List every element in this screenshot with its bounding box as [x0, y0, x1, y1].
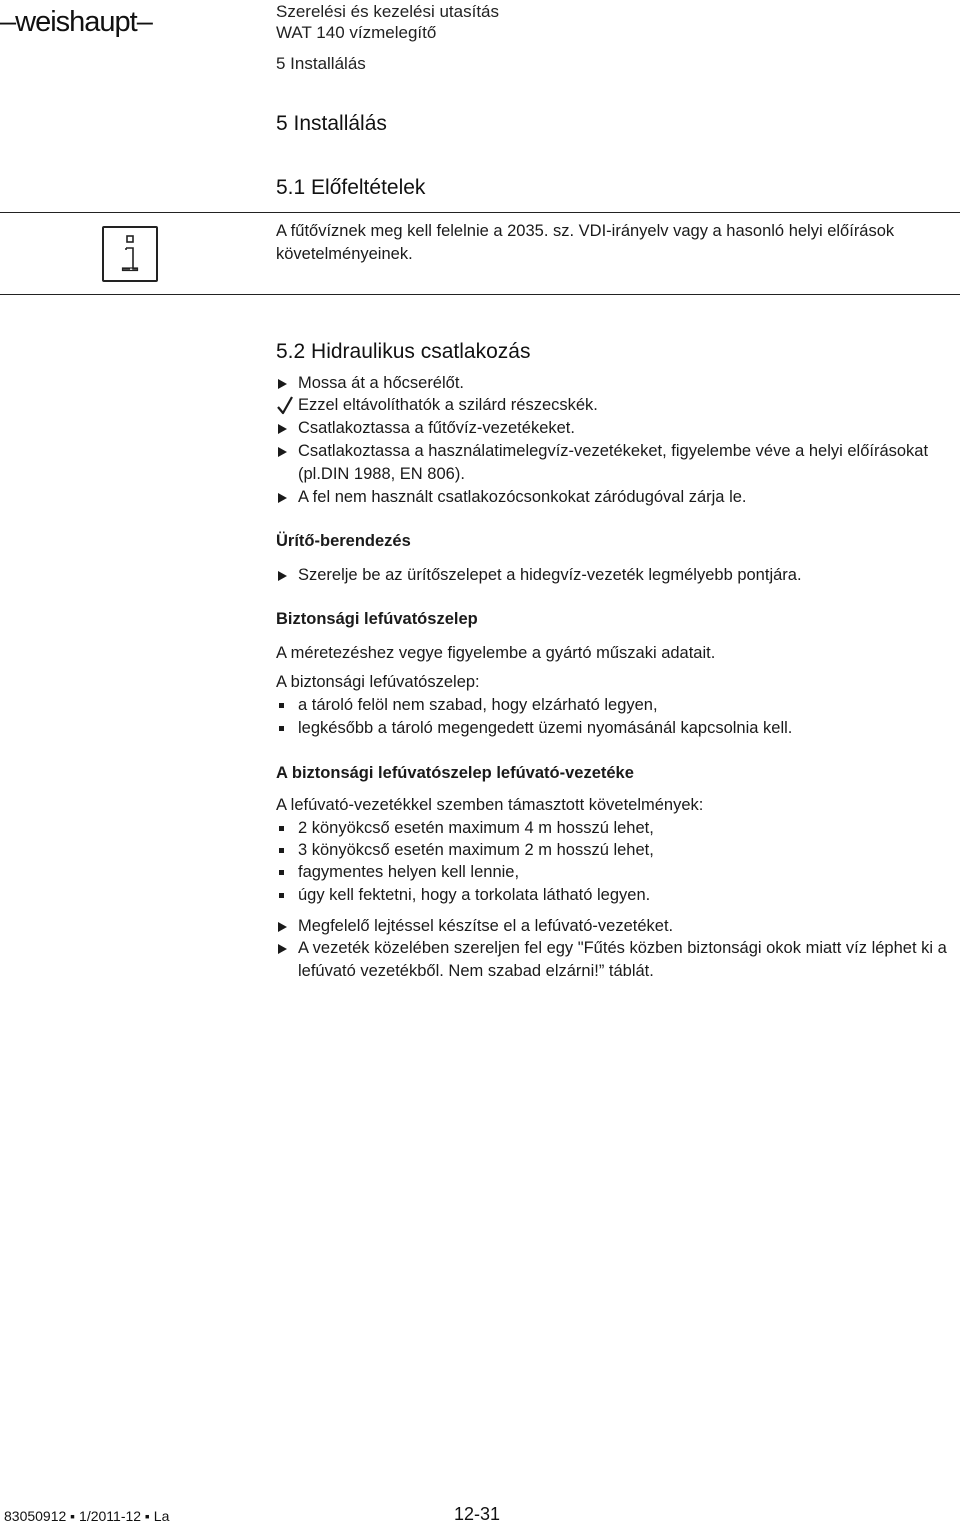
document-subtitle: WAT 140 vízmelegítő: [276, 23, 437, 42]
subheading-safety-valve: Biztonsági lefúvatószelep: [276, 610, 478, 628]
list-item: Csatlakoztassa a használatimelegvíz-vezetékeket, figyelembe véve a helyi előírásokat (pl.DIN 1988, EN 806).: [276, 440, 960, 486]
list-item: legkésőbb a tároló megengedett üzemi nyomásánál kapcsolnia kell.: [276, 717, 960, 740]
arrow-icon: [278, 944, 287, 954]
list-item: Mossa át a hőcserélőt.: [276, 372, 960, 395]
list-item: Ezzel eltávolíthatók a szilárd részecskék.: [276, 394, 960, 417]
info-note-text: A fűtővíznek meg kell felelnie a 2035. sz. VDI-irányelv vagy a hasonló helyi előírások követelményeinek.: [276, 222, 895, 263]
info-icon: [102, 226, 158, 282]
arrow-icon: [278, 379, 287, 389]
list-item: A fel nem használt csatlakozócsonkokat záródugóval zárja le.: [276, 486, 960, 509]
bullet-square-icon: [279, 703, 284, 708]
brand-logo: –weishaupt–: [0, 6, 152, 38]
bullet-square-icon: [279, 893, 284, 898]
list-item: Csatlakoztassa a fűtővíz-vezetékeket.: [276, 417, 960, 440]
arrow-icon: [278, 493, 287, 503]
bullet-square-icon: [279, 848, 284, 853]
list-item: Szerelje be az ürítőszelepet a hidegvíz-vezeték legmélyebb pontjára.: [276, 564, 960, 587]
info-bottom-rule: [0, 294, 960, 295]
arrow-icon: [278, 922, 287, 932]
paragraph: A lefúvató-vezetékkel szemben támasztott követelmények:: [276, 796, 704, 814]
list-item: úgy kell fektetni, hogy a torkolata látható legyen.: [276, 884, 960, 907]
section-heading-prerequisites: 5.1 Előfeltételek: [276, 176, 426, 199]
list-item: a tároló felöl nem szabad, hogy elzárható legyen,: [276, 694, 960, 717]
bullet-square-icon: [279, 826, 284, 831]
subheading-drain: Ürítő-berendezés: [276, 532, 411, 550]
subheading-blowoff-line: A biztonsági lefúvatószelep lefúvató-vezetéke: [276, 764, 634, 782]
bullet-square-icon: [279, 870, 284, 875]
list-item: fagymentes helyen kell lennie,: [276, 861, 960, 884]
section-heading-hydraulic: 5.2 Hidraulikus csatlakozás: [276, 340, 531, 363]
footer-document-code: 83050912 ▪ 1/2011-12 ▪ La: [4, 1508, 170, 1524]
list-item: Megfelelő lejtéssel készítse el a lefúvató-vezetéket.: [276, 915, 960, 938]
bullet-square-icon: [279, 726, 284, 731]
chapter-title: 5 Installálás: [276, 112, 387, 135]
paragraph: A méretezéshez vegye figyelembe a gyártó műszaki adatait.: [276, 644, 716, 662]
checkmark-icon: [276, 395, 294, 415]
info-top-rule: [0, 212, 960, 213]
list-item: 2 könyökcső esetén maximum 4 m hosszú lehet,: [276, 817, 960, 840]
document-title: Szerelési és kezelési utasítás: [276, 2, 499, 21]
list-item: 3 könyökcső esetén maximum 2 m hosszú lehet,: [276, 839, 960, 862]
paragraph: A biztonsági lefúvatószelep:: [276, 673, 480, 691]
page-number: 12-31: [454, 1504, 501, 1524]
arrow-icon: [278, 447, 287, 457]
arrow-icon: [278, 424, 287, 434]
list-item: A vezeték közelében szereljen fel egy "Fűtés közben biztonsági okok miatt víz léphet ki a lefúvató vezetékből. Nem szabad elzárni!” táblát.: [276, 937, 960, 983]
arrow-icon: [278, 571, 287, 581]
running-section-header: 5 Installálás: [276, 54, 366, 73]
